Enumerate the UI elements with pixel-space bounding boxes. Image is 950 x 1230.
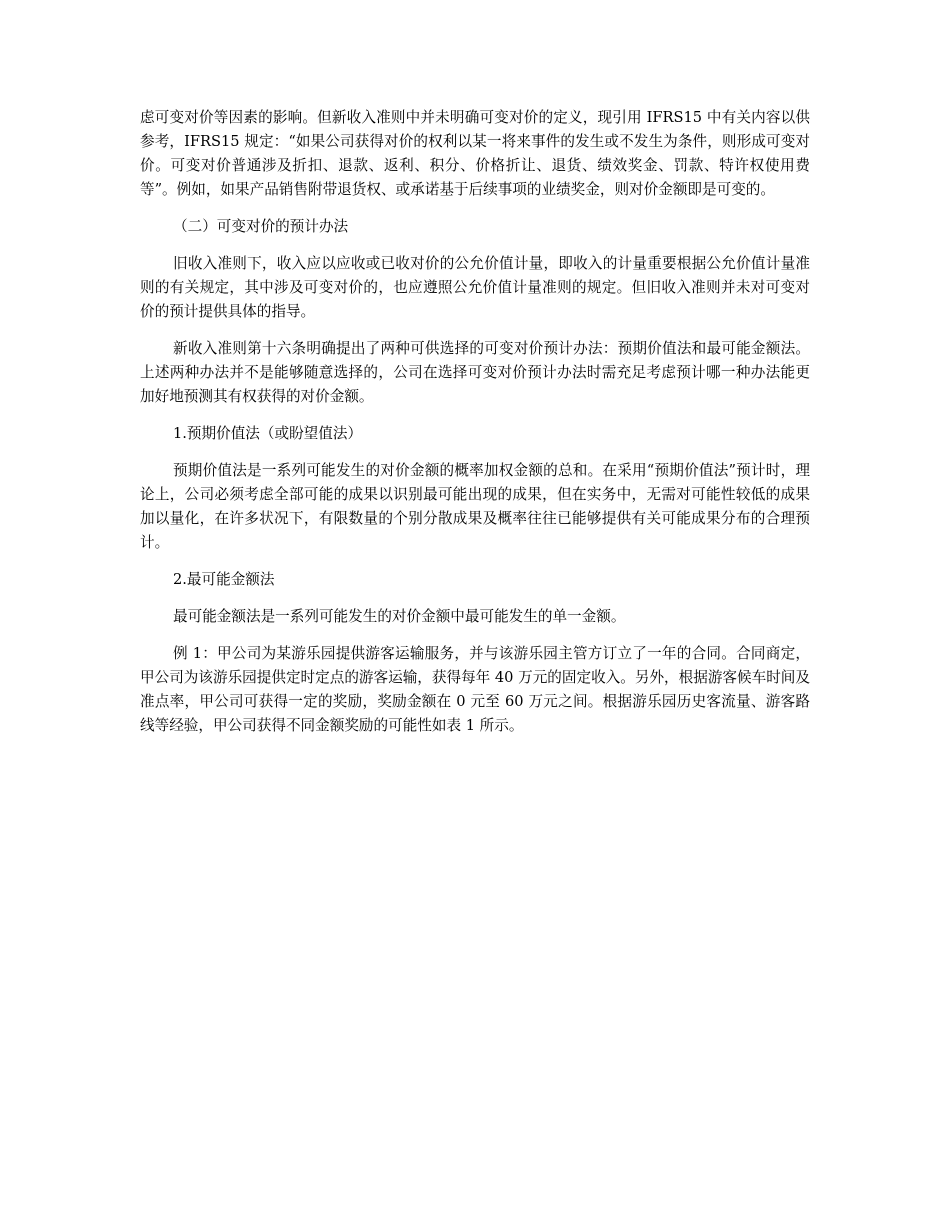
subheading-expected-value-method: 1.预期价值法（或盼望值法）: [173, 425, 363, 442]
paragraph-new-revenue-standard: 新收入准则第十六条明确提出了两种可供选择的可变对价预计办法：预期价值法和最可能金额法。上述两种办法并不是能够随意选择的，公司在选择可变对价预计办法时需充足考虑预计哪一种办法能更加好地预测其有权获得的对价金额。: [140, 340, 810, 405]
document-page: [140, 106, 810, 751]
paragraph-most-likely-amount-method: 最可能金额法是一系列可能发生的对价金额中最可能发生的单一金额。: [173, 608, 626, 625]
paragraph-old-revenue-standard: 旧收入准则下，收入应以应收或已收对价的公允价值计量，即收入的计量重要根据公允价值计量准则的有关规定，其中涉及可变对价的，也应遵照公允价值计量准则的规定。但旧收入准则并未对可变对价的预计提供具体的指导。: [140, 255, 810, 320]
subheading-most-likely-amount-method: 2.最可能金额法: [173, 571, 275, 588]
section-heading-estimation-methods: （二）可变对价的预计办法: [173, 218, 349, 235]
paragraph-variable-consideration-definition: 虑可变对价等因素的影响。但新收入准则中并未明确可变对价的定义，现引用 IFRS15 中有关内容以供参考，IFRS15 规定：“如果公司获得对价的权利以某一将来事件的发生或不发生为条件，则形成可变对价。可变对价普通涉及折扣、退款、返利、积分、价格折让、退货、绩效奖金、罚款、特许权使用费等”。例如，如果产品销售附带退货权、或承诺基于后续事项的业绩奖金，则对价金额即是可变的。: [140, 109, 810, 198]
paragraph-example-1: 例 1：甲公司为某游乐园提供游客运输服务，并与该游乐园主管方订立了一年的合同。合同商定，甲公司为该游乐园提供定时定点的游客运输，获得每年 40 万元的固定收入。另外，根据游客候车时间及准点率，甲公司可获得一定的奖励，奖励金额在 0 元至 60 万元之间。根据游乐园历史客流量、游客路线等经验，甲公司获得不同金额奖励的可能性如表 1 所示。: [140, 645, 810, 734]
paragraph-expected-value-method: 预期价值法是一系列可能发生的对价金额的概率加权金额的总和。在采用“预期价值法”预计时，理论上，公司必须考虑全部可能的成果以识别最可能出现的成果，但在实务中，无需对可能性较低的成果加以量化，在许多状况下，有限数量的个别分散成果及概率往往已能够提供有关可能成果分布的合理预计。: [140, 462, 810, 551]
